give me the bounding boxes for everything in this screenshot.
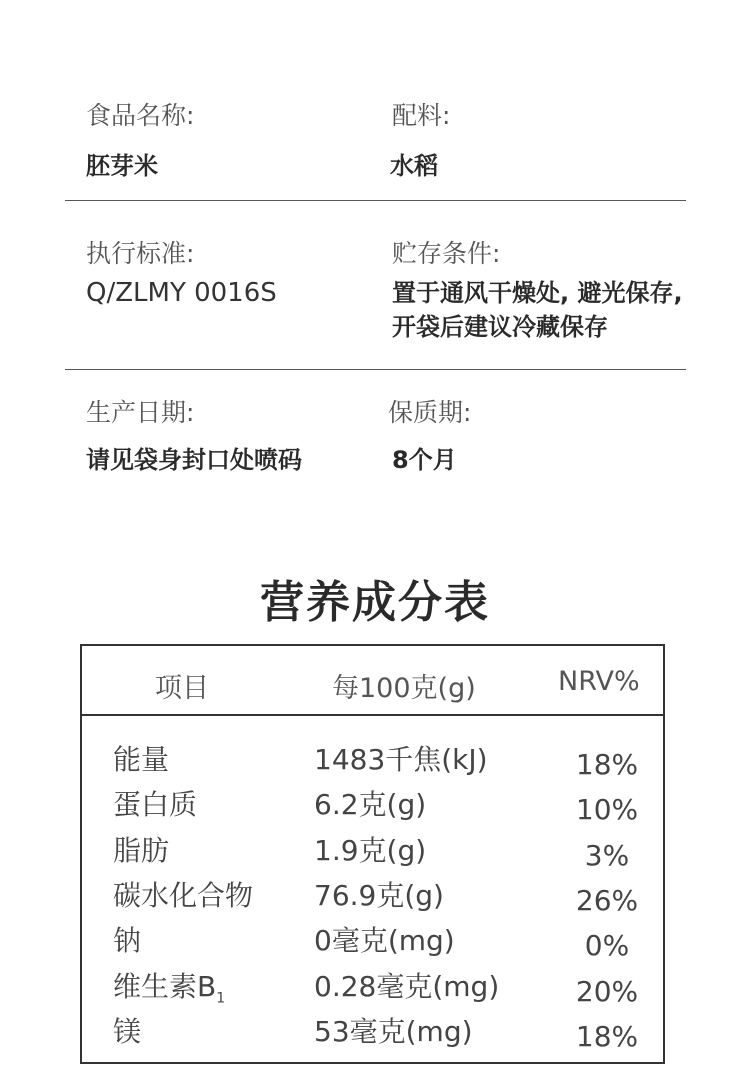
header-item: 项目 xyxy=(155,673,209,704)
header-nrv: NRV% xyxy=(558,666,640,697)
table-row xyxy=(82,829,663,875)
nutrient-nrv: 18% xyxy=(575,1020,639,1053)
nutrient-name: 镁 xyxy=(113,1015,142,1048)
nutrient-amount: 1483千焦(kJ) xyxy=(314,743,488,776)
nutrient-nrv: 3% xyxy=(584,839,630,872)
nutrition-table xyxy=(80,644,665,1064)
nutrient-amount: 0毫克(mg) xyxy=(314,924,455,957)
nutrient-name: 脂肪 xyxy=(113,834,170,867)
nutrient-amount: 6.2克(g) xyxy=(314,788,427,821)
nutrient-name-text: 维生素B xyxy=(113,970,217,1003)
table-row xyxy=(82,874,663,920)
nutrient-amount: 0.28毫克(mg) xyxy=(314,970,500,1003)
nutrient-amount: 53毫克(mg) xyxy=(314,1015,473,1048)
ingredients-label: 配料: xyxy=(392,101,451,130)
nutrient-nrv: 18% xyxy=(575,748,639,781)
table-row xyxy=(82,919,663,965)
storage-value xyxy=(392,276,683,344)
storage-line-1: 置于通风干燥处, 避光保存, xyxy=(392,279,683,307)
header-amount: 每100克(g) xyxy=(332,673,476,704)
table-row xyxy=(82,783,663,829)
ingredients-value: 水稻 xyxy=(390,152,438,180)
food-name-label: 食品名称: xyxy=(86,101,195,130)
nutrient-nrv: 20% xyxy=(575,975,639,1008)
standard-label: 执行标准: xyxy=(86,239,195,268)
nutrient-name: 能量 xyxy=(113,743,170,776)
nutrition-title: 营养成分表 xyxy=(260,577,490,628)
table-row xyxy=(82,965,663,1011)
shelf-life-label: 保质期: xyxy=(388,398,472,427)
header-divider xyxy=(82,714,663,716)
table-row xyxy=(82,1010,663,1056)
storage-label: 贮存条件: xyxy=(392,239,501,268)
production-date-label: 生产日期: xyxy=(86,398,195,427)
nutrient-amount: 1.9克(g) xyxy=(314,834,427,867)
nutrient-nrv: 26% xyxy=(575,884,639,917)
nutrient-name: 钠 xyxy=(113,924,142,957)
nutrient-nrv: 0% xyxy=(584,929,630,962)
nutrient-name: 蛋白质 xyxy=(113,788,198,821)
nutrient-name: 碳水化合物 xyxy=(113,879,254,912)
nutrient-nrv: 10% xyxy=(575,793,639,826)
divider xyxy=(65,369,686,370)
production-date-value: 请见袋身封口处喷码 xyxy=(86,446,302,474)
storage-line-2: 开袋后建议冷藏保存 xyxy=(392,313,608,341)
divider xyxy=(65,200,686,201)
shelf-life-value: 8个月 xyxy=(392,446,457,474)
table-row xyxy=(82,738,663,784)
food-name-value: 胚芽米 xyxy=(86,152,158,180)
nutrient-amount: 76.9克(g) xyxy=(314,879,444,912)
nutrient-subscript: 1 xyxy=(216,990,226,1007)
nutrient-name xyxy=(113,965,225,1007)
standard-value: Q/ZLMY 0016S xyxy=(86,278,277,308)
